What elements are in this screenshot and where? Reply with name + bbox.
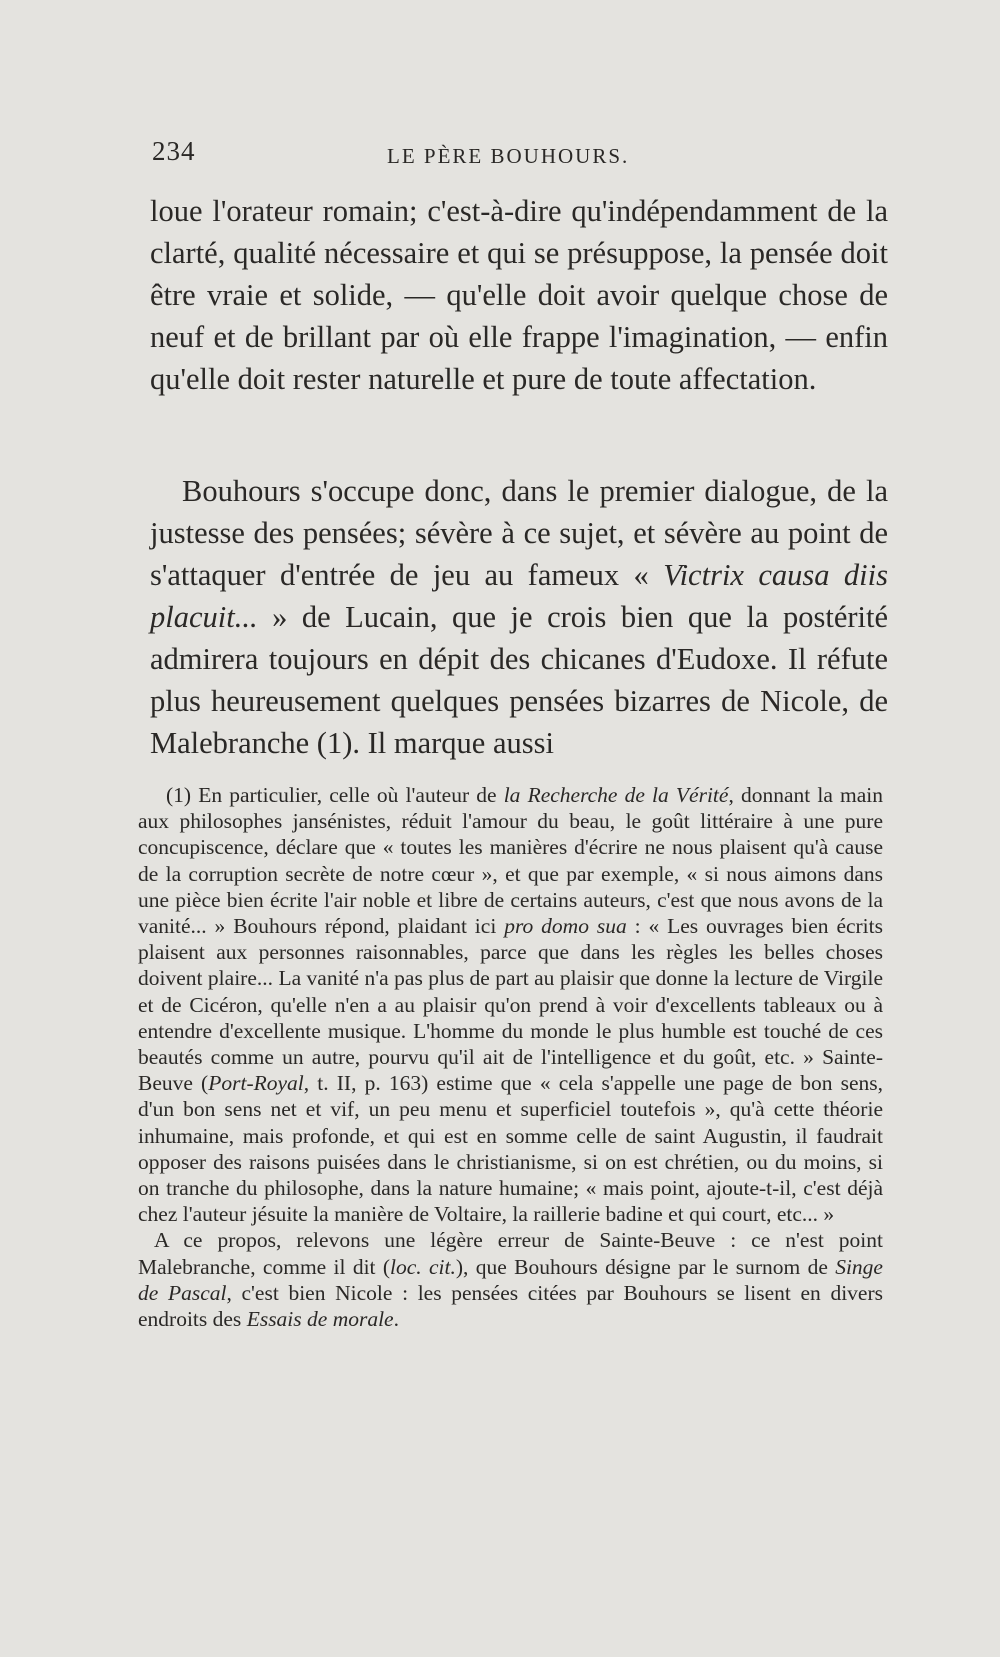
footnote-2-text-a: A ce propos, relevons une légère erreur de Sainte-Beuve : ce n'est point Malebranche, comme il dit ( (138, 1228, 883, 1279)
page-header (152, 136, 892, 176)
footnote-2-text-c: , c'est bien Nicole : les pensées citées par Bouhours se lisent en divers endroits des (138, 1280, 883, 1332)
footnote-1-text-d: , t. II, p. 163) estime que « cela s'appelle une page de bon sens, d'un bon sens net et vif, un peu menu et superficiel toutefois », qu'à cette théorie inhumaine, mais profonde, et qui est en somme celle de saint Augustin, il faudrait opposer des raisons puisées dans le christianisme, si on est chrétien, ou du moins, si on tranche du philosophe, dans la nature humaine; « mais point, ajoute-t-il, c'est déjà chez l'auteur jésuite la manière de Voltaire, la raillerie badine et qui court, etc... » (138, 1071, 884, 1227)
footnote-2-italic-2: Singe de Pascal (138, 1254, 883, 1305)
latin-quote: Victrix causa diis placuit... (150, 558, 888, 634)
running-title: LE PÈRE BOUHOURS. (387, 144, 630, 168)
footnote-2 (138, 1227, 883, 1332)
footnote-1-italic-3: Port-Royal (208, 1071, 304, 1096)
footnote-1-text-b: , donnant la main aux philosophes jansénistes, réduit l'amour du beau, le goût littéraire à une pure concupiscence, déclare que « toutes les manières d'écrire ne nous plaisent qu'à cause de la corruption secrète de notre cœur », et que par exemple, « si nous aimons dans une pièce bien écrite l'air noble et libre de certains auteurs, c'est que nous avons de la vanité... » Bouhours répond, plaidant ici (138, 783, 883, 939)
footnote-2-italic-3: Essais de morale (246, 1307, 394, 1332)
paragraph-1: loue l'orateur romain; c'est-à-dire qu'indépendamment de la clarté, qualité nécessaire et qui se présuppose, la pensée doit être vraie et solide, — qu'elle doit avoir quelque chose de neuf et de brillant par où elle frappe l'imagination, — enfin qu'elle doit rester naturelle et pure de toute affectation. (150, 194, 888, 396)
footnote-1-text-a: (1) En particulier, celle où l'auteur de (166, 783, 504, 807)
footnote-2-italic-1: loc. cit. (390, 1254, 456, 1279)
footnote-2-text-d: . (393, 1307, 399, 1332)
footnotes (138, 782, 883, 1332)
paragraph-2-text-a: Bouhours s'occupe donc, dans le premier dialogue, de la justesse des pensées; sévère à ce sujet, et sévère au point de s'attaquer d'entrée de jeu au fameux « (150, 474, 888, 592)
footnote-1 (138, 782, 883, 1227)
paragraph-2 (150, 470, 888, 764)
footnote-2-text-b: ), que Bouhours désigne par le surnom de (455, 1254, 836, 1279)
paragraph-2-text-b: » de Lucain, que je crois bien que la postérité admirera toujours en dépit des chicanes d'Eudoxe. Il réfute plus heureusement quelques pensées bizarres de Nicole, de Malebranche (1). Il marque aussi (150, 600, 888, 760)
footnote-1-italic-2: pro domo sua (504, 914, 627, 939)
footnote-1-text-c: : « Les ouvrages bien écrits plaisent aux personnes raisonnables, parce que dans les règles les belles choses doivent plaire... La vanité n'a pas plus de part au plaisir que donne la lecture de Virgile et de Cicéron, qu'elle n'en a au plaisir qu'on prend à voir d'excellents tableaux ou à entendre d'excellente musique. L'homme du monde le plus humble est touché de ces beautés comme un autre, pourvu qu'il ait de l'intelligence et du goût, etc. » Sainte-Beuve ( (138, 914, 883, 1096)
page-number: 234 (152, 136, 196, 166)
footnote-1-italic-1: la Recherche de la Vérité (503, 783, 729, 807)
